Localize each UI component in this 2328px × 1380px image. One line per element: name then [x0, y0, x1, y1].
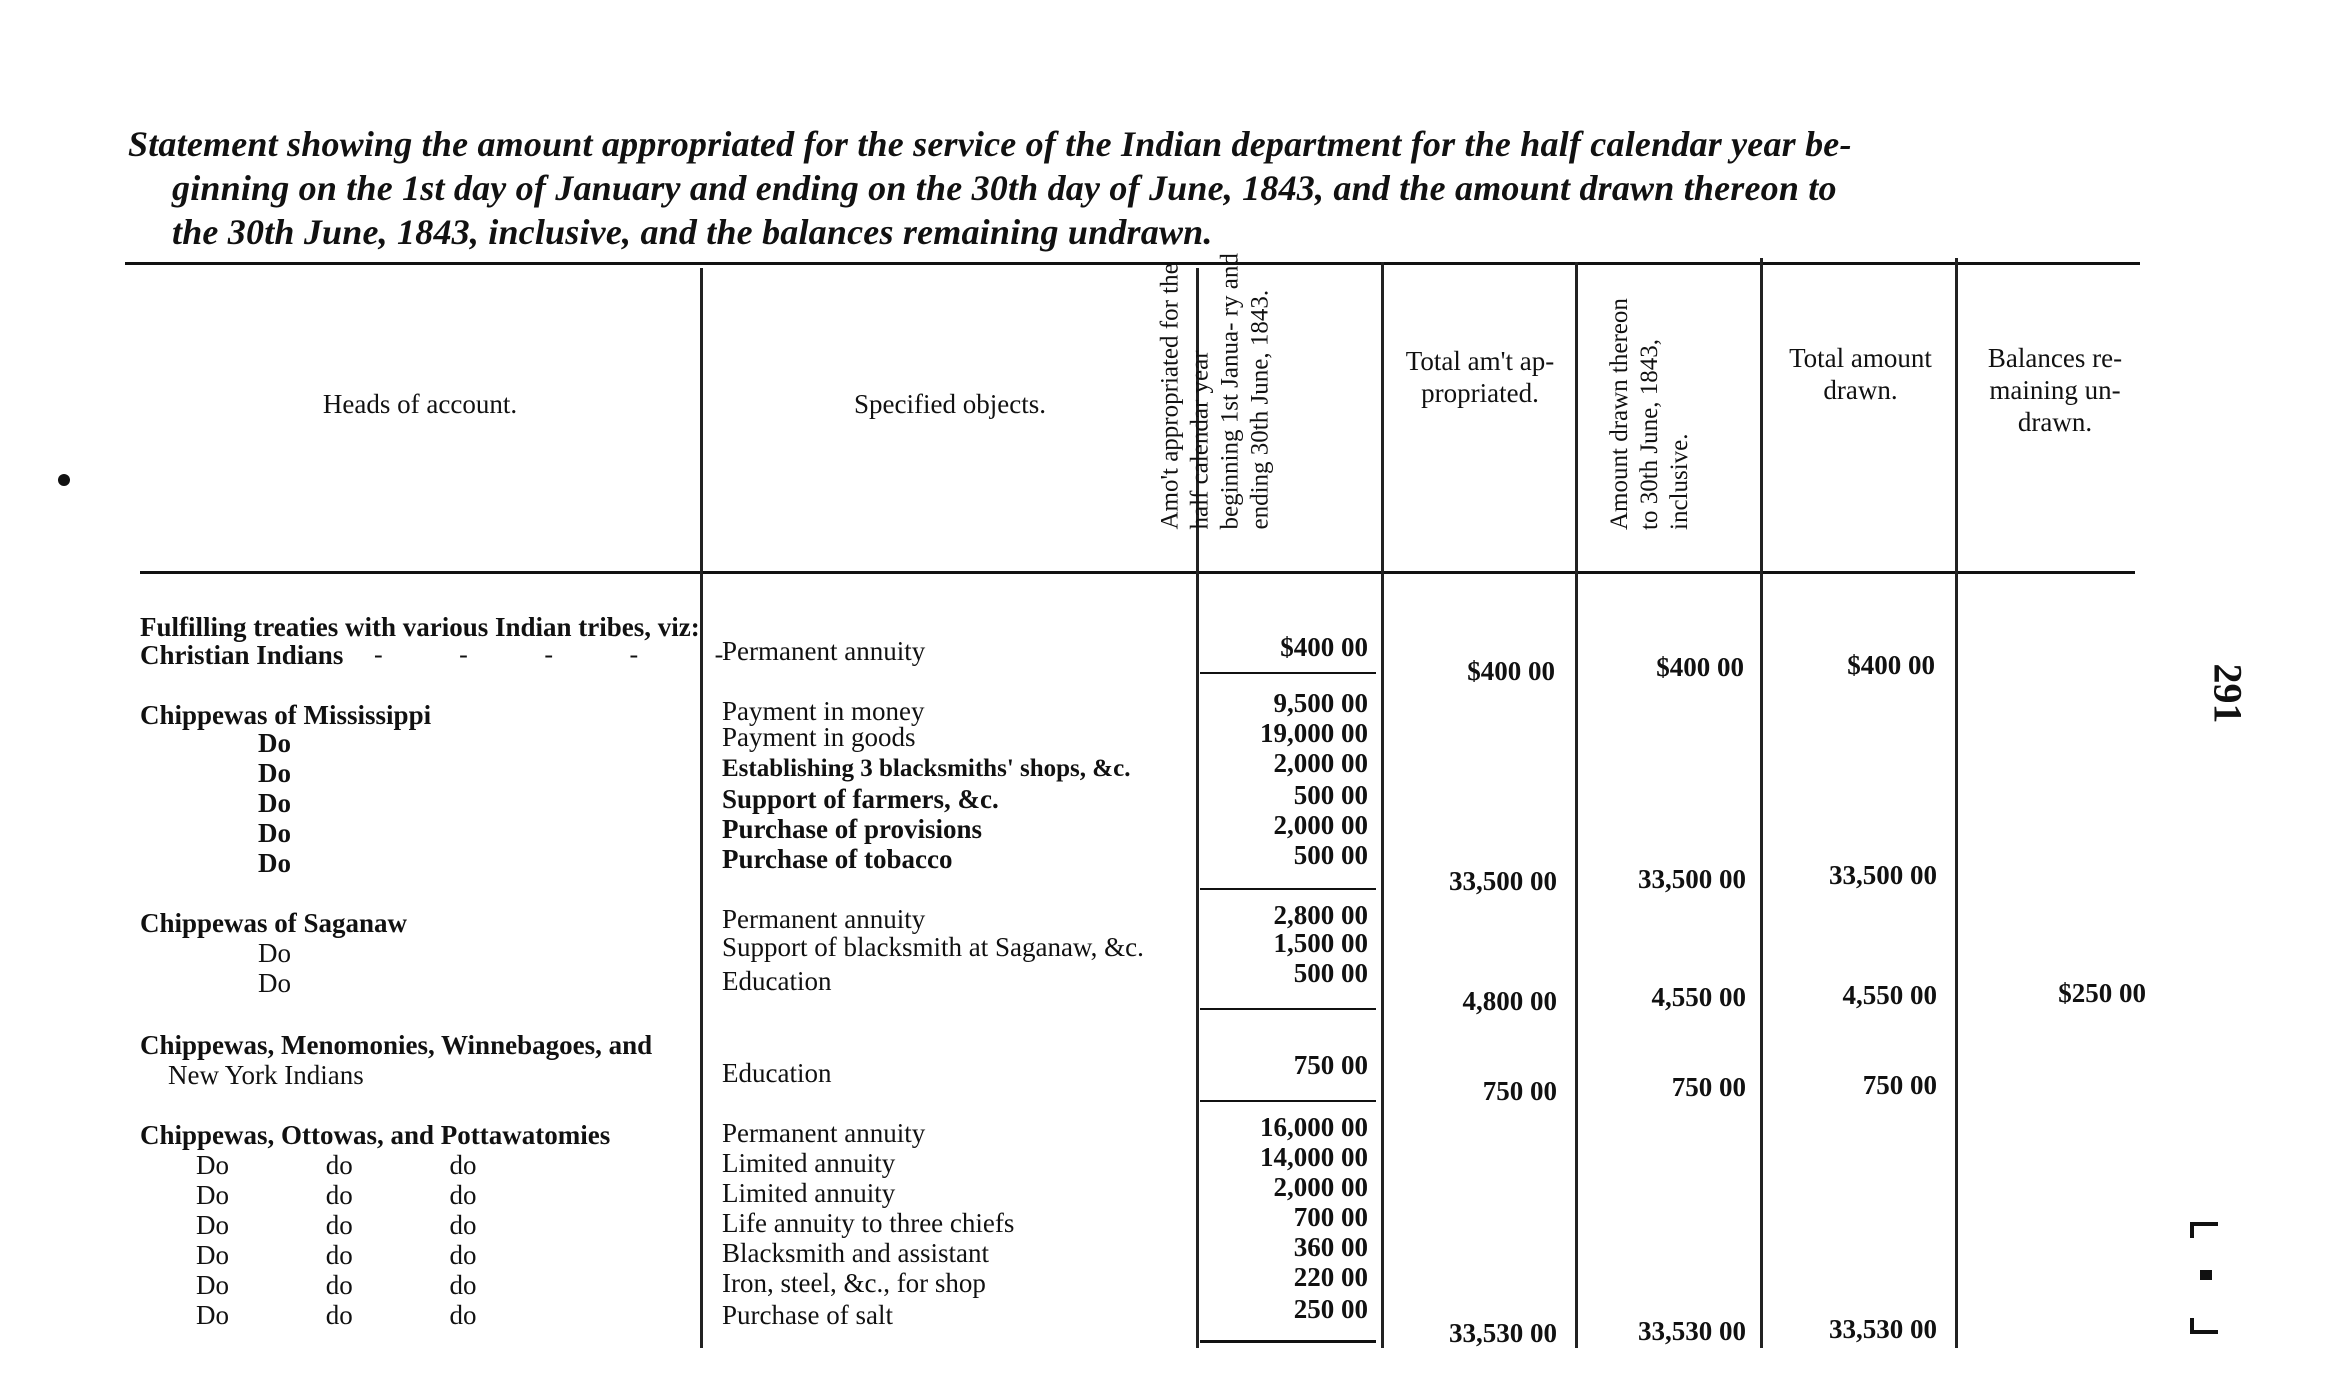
total-drawn-4: 33,530 00 — [1829, 1314, 1937, 1344]
total-drawn-thereon-2: 4,550 00 — [1651, 982, 1746, 1012]
row-object-14: Limited annuity — [722, 1148, 896, 1178]
header-appropriated-half-year: Amo't appropriated for the half calendar year beginning 1st Janua- ry and ending 30th June, 1843. — [1156, 253, 1274, 530]
total-appropriated-3: 750 00 — [1482, 1076, 1557, 1106]
subtotal-rule-5 — [1200, 1340, 1376, 1343]
total-appropriated-2: 4,800 00 — [1462, 986, 1557, 1016]
row-amount-6: 2,000 00 — [1273, 810, 1368, 840]
row-amount-5: 500 00 — [1293, 780, 1368, 810]
col-divider-3 — [1381, 262, 1384, 1348]
row-head-10: Do — [258, 968, 291, 998]
header-total-appropriated: Total am't ap- propriated. — [1405, 346, 1555, 408]
header-rule — [140, 571, 2135, 574]
top-rule — [125, 262, 2140, 265]
subtotal-rule-1 — [1200, 672, 1376, 674]
total-drawn-thereon-1: 33,500 00 — [1638, 864, 1746, 894]
row-object-6: Purchase of provisions — [722, 814, 983, 844]
row-object-10: Education — [722, 966, 832, 996]
row-head-3: Do — [258, 728, 291, 758]
row-head-7: Do — [258, 848, 291, 878]
header-amount-drawn-thereon: Amount drawn thereon to 30th June, 1843, inclusive. — [1606, 298, 1693, 530]
row-amount-8: 2,800 00 — [1273, 900, 1368, 930]
row-object-18: Iron, steel, &c., for shop — [722, 1268, 986, 1298]
row-object-13: Permanent annuity — [722, 1118, 926, 1148]
ink-dot — [58, 474, 70, 486]
row-amount-18: 220 00 — [1293, 1262, 1368, 1292]
row-object-2: Payment in money — [722, 696, 925, 726]
header-balances: Balances re- maining un- drawn. — [1987, 343, 2123, 437]
total-drawn-2: 4,550 00 — [1842, 980, 1937, 1010]
row-head-6: Do — [258, 818, 291, 848]
header-specified-objects: Specified objects. — [854, 389, 1046, 419]
row-amount-16: 700 00 — [1293, 1202, 1368, 1232]
row-head-5: Do — [258, 788, 291, 818]
row-head-17: Do do do — [196, 1240, 477, 1270]
total-appropriated-0: $400 00 — [1467, 656, 1555, 686]
subtotal-rule-3 — [1200, 1008, 1376, 1010]
subtotal-rule-4 — [1200, 1100, 1376, 1102]
row-object-1: Permanent annuity — [722, 636, 926, 666]
row-amount-1: $400 00 — [1280, 632, 1368, 662]
total-drawn-3: 750 00 — [1862, 1070, 1937, 1100]
row-amount-12: 750 00 — [1293, 1050, 1368, 1080]
row-head-4: Do — [258, 758, 291, 788]
header-heads-of-account: Heads of account. — [322, 389, 518, 419]
row-amount-3: 19,000 00 — [1260, 718, 1368, 748]
row-amount-15: 2,000 00 — [1273, 1172, 1368, 1202]
row-object-19: Purchase of salt — [722, 1300, 893, 1330]
row-object-8: Permanent annuity — [722, 904, 926, 934]
col-divider-6 — [1955, 258, 1958, 1348]
row-amount-17: 360 00 — [1293, 1232, 1368, 1262]
row-object-7: Purchase of tobacco — [722, 844, 953, 874]
row-amount-14: 14,000 00 — [1260, 1142, 1368, 1172]
total-drawn-1: 33,500 00 — [1829, 860, 1937, 890]
row-object-9: Support of blacksmith at Saganaw, &c. — [722, 932, 1144, 962]
margin-bracket-mid — [2200, 1270, 2212, 1280]
row-head-12: New York Indians — [168, 1060, 364, 1090]
row-head-13: Chippewas, Ottowas, and Pottawatomies — [140, 1120, 611, 1150]
row-object-5: Support of farmers, &c. — [722, 784, 999, 814]
row-head-0: Fulfilling treaties with various Indian tribes, viz: — [140, 612, 700, 642]
row-head-18: Do do do — [196, 1270, 477, 1300]
col-divider-4 — [1575, 262, 1578, 1348]
row-head-15: Do do do — [196, 1180, 477, 1210]
title-line-1: Statement showing the amount appropriated for the service of the Indian department for the half calendar year be- — [128, 124, 1852, 164]
leader-dashes: - - - - - — [374, 640, 724, 669]
row-head-19: Do do do — [196, 1300, 477, 1330]
row-head-1: Christian Indians — [140, 640, 344, 670]
row-head-11: Chippewas, Menomonies, Winnebagoes, and — [140, 1030, 653, 1060]
row-object-4: Establishing 3 blacksmiths' shops, &c. — [722, 755, 1131, 782]
total-drawn-thereon-4: 33,530 00 — [1638, 1316, 1746, 1346]
total-appropriated-4: 33,530 00 — [1449, 1318, 1557, 1348]
col-divider-1 — [700, 268, 703, 1348]
margin-bracket-bottom — [2190, 1318, 2218, 1334]
row-object-15: Limited annuity — [722, 1178, 896, 1208]
row-head-8: Chippewas of Saganaw — [140, 908, 408, 938]
row-amount-13: 16,000 00 — [1260, 1112, 1368, 1142]
col-divider-5 — [1760, 258, 1763, 1348]
row-amount-9: 1,500 00 — [1273, 928, 1368, 958]
total-drawn-thereon-0: $400 00 — [1656, 652, 1744, 682]
total-drawn-0: $400 00 — [1847, 650, 1935, 680]
row-amount-7: 500 00 — [1293, 840, 1368, 870]
row-object-12: Education — [722, 1058, 832, 1088]
row-head-2: Chippewas of Mississippi — [140, 700, 432, 730]
statement-title — [128, 122, 2138, 254]
row-object-17: Blacksmith and assistant — [722, 1238, 989, 1268]
total-drawn-thereon-3: 750 00 — [1671, 1072, 1746, 1102]
margin-page-number: 291 — [2205, 663, 2251, 724]
row-amount-19: 250 00 — [1293, 1294, 1368, 1324]
balance-2: $250 00 — [2058, 978, 2146, 1008]
row-amount-2: 9,500 00 — [1273, 688, 1368, 718]
row-head-14: Do do do — [196, 1150, 477, 1180]
row-object-16: Life annuity to three chiefs — [722, 1208, 1015, 1238]
header-total-drawn: Total amount drawn. — [1789, 343, 1932, 405]
row-head-9: Do — [258, 938, 291, 968]
subtotal-rule-2 — [1200, 888, 1376, 890]
row-amount-4: 2,000 00 — [1273, 748, 1368, 778]
row-head-16: Do do do — [196, 1210, 477, 1240]
row-object-3: Payment in goods — [722, 722, 916, 752]
row-amount-10: 500 00 — [1293, 958, 1368, 988]
total-appropriated-1: 33,500 00 — [1449, 866, 1557, 896]
margin-bracket-top — [2190, 1222, 2218, 1238]
title-line-2: ginning on the 1st day of January and ending on the 30th day of June, 1843, and the amount drawn thereon to — [172, 168, 1837, 208]
title-line-3: the 30th June, 1843, inclusive, and the balances remaining undrawn. — [172, 212, 1213, 252]
